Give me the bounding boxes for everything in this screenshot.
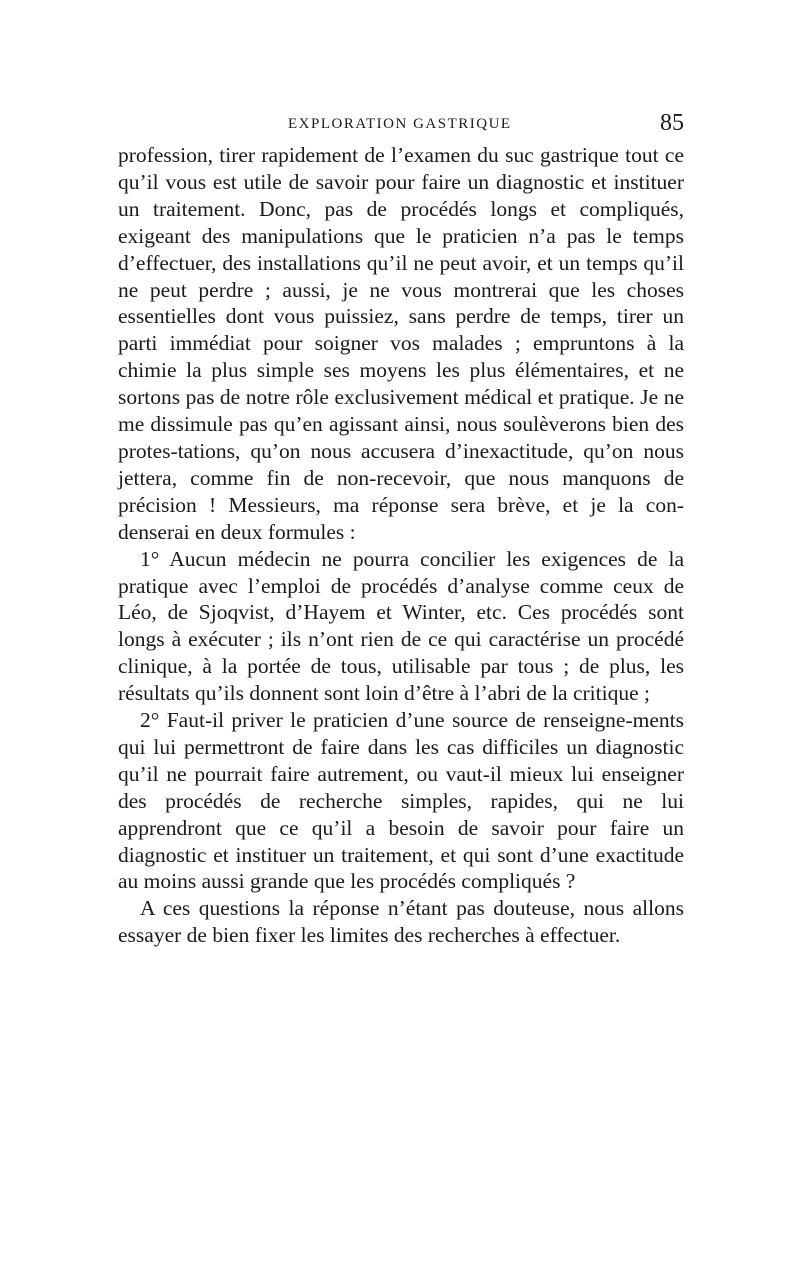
paragraph-point-2: 2° Faut-il priver le praticien d’une source de renseigne-ments qui lui permettront de faire dans les cas difficiles un diagnostic qu’il ne pourrait faire autrement, ou vaut-il mieux lui enseigner des procédés de recherche simples, rapides, qui ne lui apprendront que ce qu’il a besoin de savoir pour faire un diagnostic et instituer un traitement, et qui sont d’une exactitude au moins aussi grande que les procédés compliqués ? (118, 708, 684, 894)
running-title: EXPLORATION GASTRIQUE (288, 116, 512, 132)
body-text (118, 142, 684, 949)
page-header (118, 108, 684, 142)
paragraph-conclusion: A ces questions la réponse n’étant pas douteuse, nous allons essayer de bien fixer les limites des recherches à effectuer. (118, 896, 684, 948)
book-page (118, 108, 684, 949)
paragraph-continuation: profession, tirer rapidement de l’examen du suc gastrique tout ce qu’il vous est utile de savoir pour faire un diagnostic et instituer un traitement. Donc, pas de procédés longs et compliqués, exigeant des manipulations que le praticien n’a pas le temps d’effectuer, des installations qu’il ne peut avoir, et un temps qu’il ne peut perdre ; aussi, je ne vous montrerai que les choses essentielles dont vous puissiez, sans perdre de temps, tirer un parti immédiat pour soigner vos malades ; empruntons à la chimie la plus simple ses moyens les plus élémentaires, et ne sortons pas de notre rôle exclusivement médical et pratique. Je ne me dissimule pas qu’en agissant ainsi, nous soulèverons bien des protes-tations, qu’on nous accusera d’inexactitude, qu’on nous jettera, comme fin de non-recevoir, que nous manquons de précision ! Messieurs, ma réponse sera brève, et je la con-denserai en deux formules : (118, 143, 684, 544)
paragraph-point-1: 1° Aucun médecin ne pourra concilier les exigences de la pratique avec l’emploi de procédés d’analyse comme ceux de Léo, de Sjoqvist, d’Hayem et Winter, etc. Ces procédés sont longs à exécuter ; ils n’ont rien de ce qui caractérise un procédé clinique, à la portée de tous, utilisable par tous ; de plus, les résultats qu’ils donnent sont loin d’être à l’abri de la critique ; (118, 546, 684, 706)
page-number: 85 (660, 110, 684, 136)
